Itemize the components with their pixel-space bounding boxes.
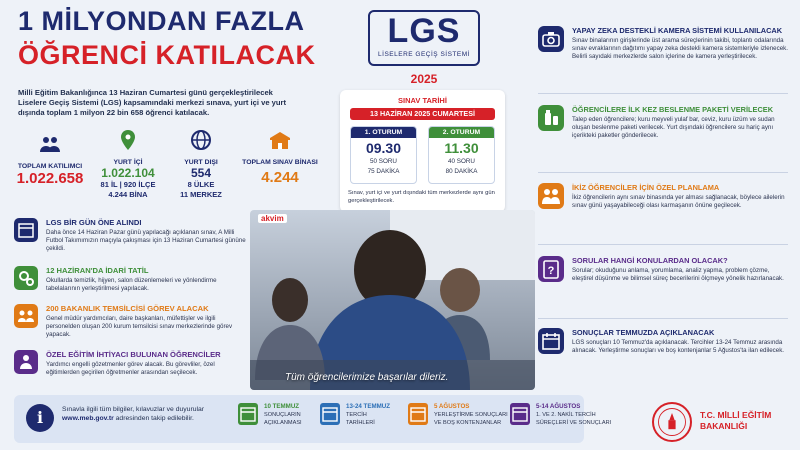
right-item-title: ÖĞRENCİLERE İLK KEZ BESLENME PAKETİ VERİLECEK [572,105,774,114]
info-item-title: LGS BİR GÜN ÖNE ALINDI [46,218,142,227]
right-item-text: İkiz öğrencilerin aynı sınav binasında yer alması sağlanacak, böylece ailelerin sınav günü yaşayabileceği olası karmaşanın önüne geçilecek. [572,194,785,209]
calendar-item-title: 5 AĞUSTOS [434,403,470,410]
calendar-icon [408,403,428,425]
right-item-twins [538,183,788,238]
calendar-icon [14,218,38,242]
right-item-title: YAPAY ZEKA DESTEKLİ KAMERA SİSTEMİ KULLANILACAK [572,26,783,35]
stat-domestic-value: 1.022.104 [101,166,155,180]
students-icon [38,132,62,156]
info-icon: i [26,404,54,432]
calendar-item-title: 10 TEMMUZ [264,403,300,410]
right-item-camera [538,26,788,86]
divider [538,318,788,319]
food-icon [538,105,564,131]
info-item-text: Daha önce 14 Haziran Pazar günü yapılacağı açıklanan sınav, A Milli Futbol Takımımızın maçıyla çakışması için 13 Haziran Cumartesi gününe çekildi. [46,229,246,252]
calendar-icon [238,403,258,425]
lgs-logo-text: LGS [387,12,461,50]
info-text [62,405,232,423]
stat-buildings [236,128,324,186]
info-item-representatives [14,304,246,346]
calendar-item-desc: YERLEŞTİRME SONUÇLARI VE BOŞ KONTENJANLAR [434,412,508,426]
intro-text: Milli Eğitim Bakanlığınca 13 Haziran Cumartesi günü gerçekleştirilecek Liselere Geçiş Sistemi (LGS) kapsamındaki merkezi sınava, yurt içi ve yurt dışında toplam 1 milyon 22 bin 658 öğrenci katılacak. [18,88,287,117]
stat-abroad-sub-1: 8 ÜLKE [187,180,215,189]
motto-text: Tüm öğrencilerimize başarılar dileriz. [285,372,449,383]
session-1-questions: 50 SORU [370,158,397,165]
right-item-text: Sorular; okuduğunu anlama, yorumlama, analiz yapma, problem çözme, eleştirel düşünme ve bilimsel süreç becerilerini ölçmeye yönelik hazırlanacak. [572,267,784,282]
question-icon [538,256,564,282]
session-1-time: 09.30 [365,140,402,156]
ministry-name-line-1: T.C. MİLLİ EĞİTİM [700,410,772,420]
stat-abroad-label: YURT DIŞI [184,159,218,166]
stat-domestic-sub-1: 81 İL | 920 İLÇE [100,180,156,189]
stat-abroad-value: 554 [190,166,212,180]
lgs-logo-subtitle: LİSELERE GEÇİŞ SİSTEMİ [378,51,470,58]
stat-domestic [92,128,164,199]
headline-line-1: 1 MİLYONDAN FAZLA [18,6,305,36]
globe-icon [189,128,213,152]
lgs-logo-year: 2025 [410,72,438,86]
divider [538,93,788,94]
stat-domestic-sub-2: 4.244 BİNA [108,189,148,199]
right-item-results [538,328,788,388]
calendar-item-desc: TERCİH TARİHLERİ [346,412,375,426]
calendar-item-desc: SONUÇLARIN AÇIKLANMASI [264,412,302,426]
session-1-duration: 75 DAKİKA [367,168,400,175]
session-2-time: 11.30 [444,140,479,156]
calendar-item-desc: 1. VE 2. NAKİL TERCİH SÜREÇLERİ VE SONUÇLARI [536,412,612,426]
stat-abroad [170,128,232,199]
info-item-title: 12 HAZİRAN'DA İDARİ TATİL [46,266,149,275]
person-icon [14,350,38,374]
info-item-date-moved [14,218,246,260]
calendar-icon [510,403,530,425]
right-item-text: Sınav binalarının girişlerinde üst arama süreçlerinin takibi, toplantı odalarında sınav evraklarının dağıtımı yapay zeka destekli kamera sistemleriyle izlenecek. Belirli sayıdaki merkezlerde salon içlerine de kamera yerleştirilecek. [572,37,788,60]
right-item-text: Talep eden öğrencilere; kuru meyveli yulaf bar, ceviz, kuru üzüm ve sudan oluşan beslenme paketi verilecek. Yurt dışındaki öğrencilere su hariç aynı içerikteki paketler gönderilecek. [572,116,775,139]
right-item-title: SONUÇLAR TEMMUZDA AÇIKLANACAK [572,328,715,337]
meb-emblem-icon [652,402,692,442]
stat-abroad-sub-2: 11 MERKEZ [180,189,222,199]
ministry-name [700,410,771,432]
info-item-special-education [14,350,246,386]
calendar-item-title: 13-24 TEMMUZ [346,403,391,410]
exam-date-note: Sınav, yurt içi ve yurt dışındaki tüm merkezlerde aynı gün gerçekleştirilecek. [348,190,495,204]
right-item-title: İKİZ ÖĞRENCİLER İÇİN ÖZEL PLANLAMA [572,183,720,192]
divider [538,244,788,245]
info-text-prefix: Sınavla ilgili tüm bilgiler, kılavuzlar ve duyurular [62,406,205,413]
calendar-icon [320,403,340,425]
info-item-text: Yardımcı engelli gözetmenler görev alacak. Bu görevliler, özel eğitimlerden geçirilen öğretmenler arasından seçilecek. [46,361,215,376]
headline-line-2: ÖĞRENCİ KATILACAK [18,40,316,70]
group-icon [14,304,38,328]
gears-icon [14,266,38,290]
calendar-item-title: 5-14 AĞUSTOS [536,403,581,410]
right-item-text: LGS sonuçları 10 Temmuz'da açıklanacak. Tercihler 13-24 Temmuz arasında alınacak. Yerleştirme sonuçları ve boş kontenjanlar 5 Ağustos'ta ilan edilecek. [572,339,785,354]
info-item-title: ÖZEL EĞİTİM İHTİYACI BULUNAN ÖĞRENCİLER [46,350,221,359]
session-1-label: 1. OTURUM [351,127,416,138]
ministry-name-line-2: BAKANLIĞI [700,421,748,431]
right-item-nutrition [538,105,788,175]
stat-total [10,132,90,187]
stat-buildings-value: 4.244 [261,169,299,186]
stat-total-label: TOPLAM KATILIMCI [17,163,83,170]
students-photo [250,210,535,390]
brand-watermark: akvim [258,214,287,223]
svg-text:?: ? [547,265,555,277]
session-2-questions: 40 SORU [448,158,475,165]
info-item-title: 200 BAKANLIK TEMSİLCİSİ GÖREV ALACAK [46,304,209,313]
exam-date-title: SINAV TARİHİ [398,96,447,105]
info-item-holiday [14,266,246,298]
exam-date-banner: 13 HAZİRAN 2025 CUMARTESİ [350,108,495,120]
session-1-card [350,126,417,184]
map-pin-icon [116,128,140,152]
session-2-label: 2. OTURUM [429,127,494,138]
twins-icon [538,183,564,209]
stat-total-value: 1.022.658 [16,170,84,187]
classroom-illustration [250,210,535,390]
divider [538,172,788,173]
calendar-icon [538,328,564,354]
right-item-title: SORULAR HANGİ KONULARDAN OLACAK? [572,256,728,265]
stat-domestic-label: YURT İÇİ [113,159,143,166]
session-2-card [428,126,495,184]
school-building-icon [268,128,292,152]
meb-website-link[interactable]: www.meb.gov.tr [62,415,114,422]
camera-icon [538,26,564,52]
info-item-text: Okullarda temizlik, hijyen, salon düzenlemeleri ve yönlendirme tabelalarının yerleştirilmesi yapılacak. [46,277,217,292]
info-text-suffix: adresinden takip edilebilir. [115,415,194,422]
session-2-duration: 80 DAKİKA [445,168,478,175]
info-item-text: Genel müdür yardımcıları, daire başkanları, müfettişler ve ilgili personelden oluşan 200 kurum temsilcisi sınav merkezlerinde görev yapacak. [46,315,233,338]
right-item-questions [538,256,788,311]
stat-buildings-label: TOPLAM SINAV BİNASI [242,159,318,166]
